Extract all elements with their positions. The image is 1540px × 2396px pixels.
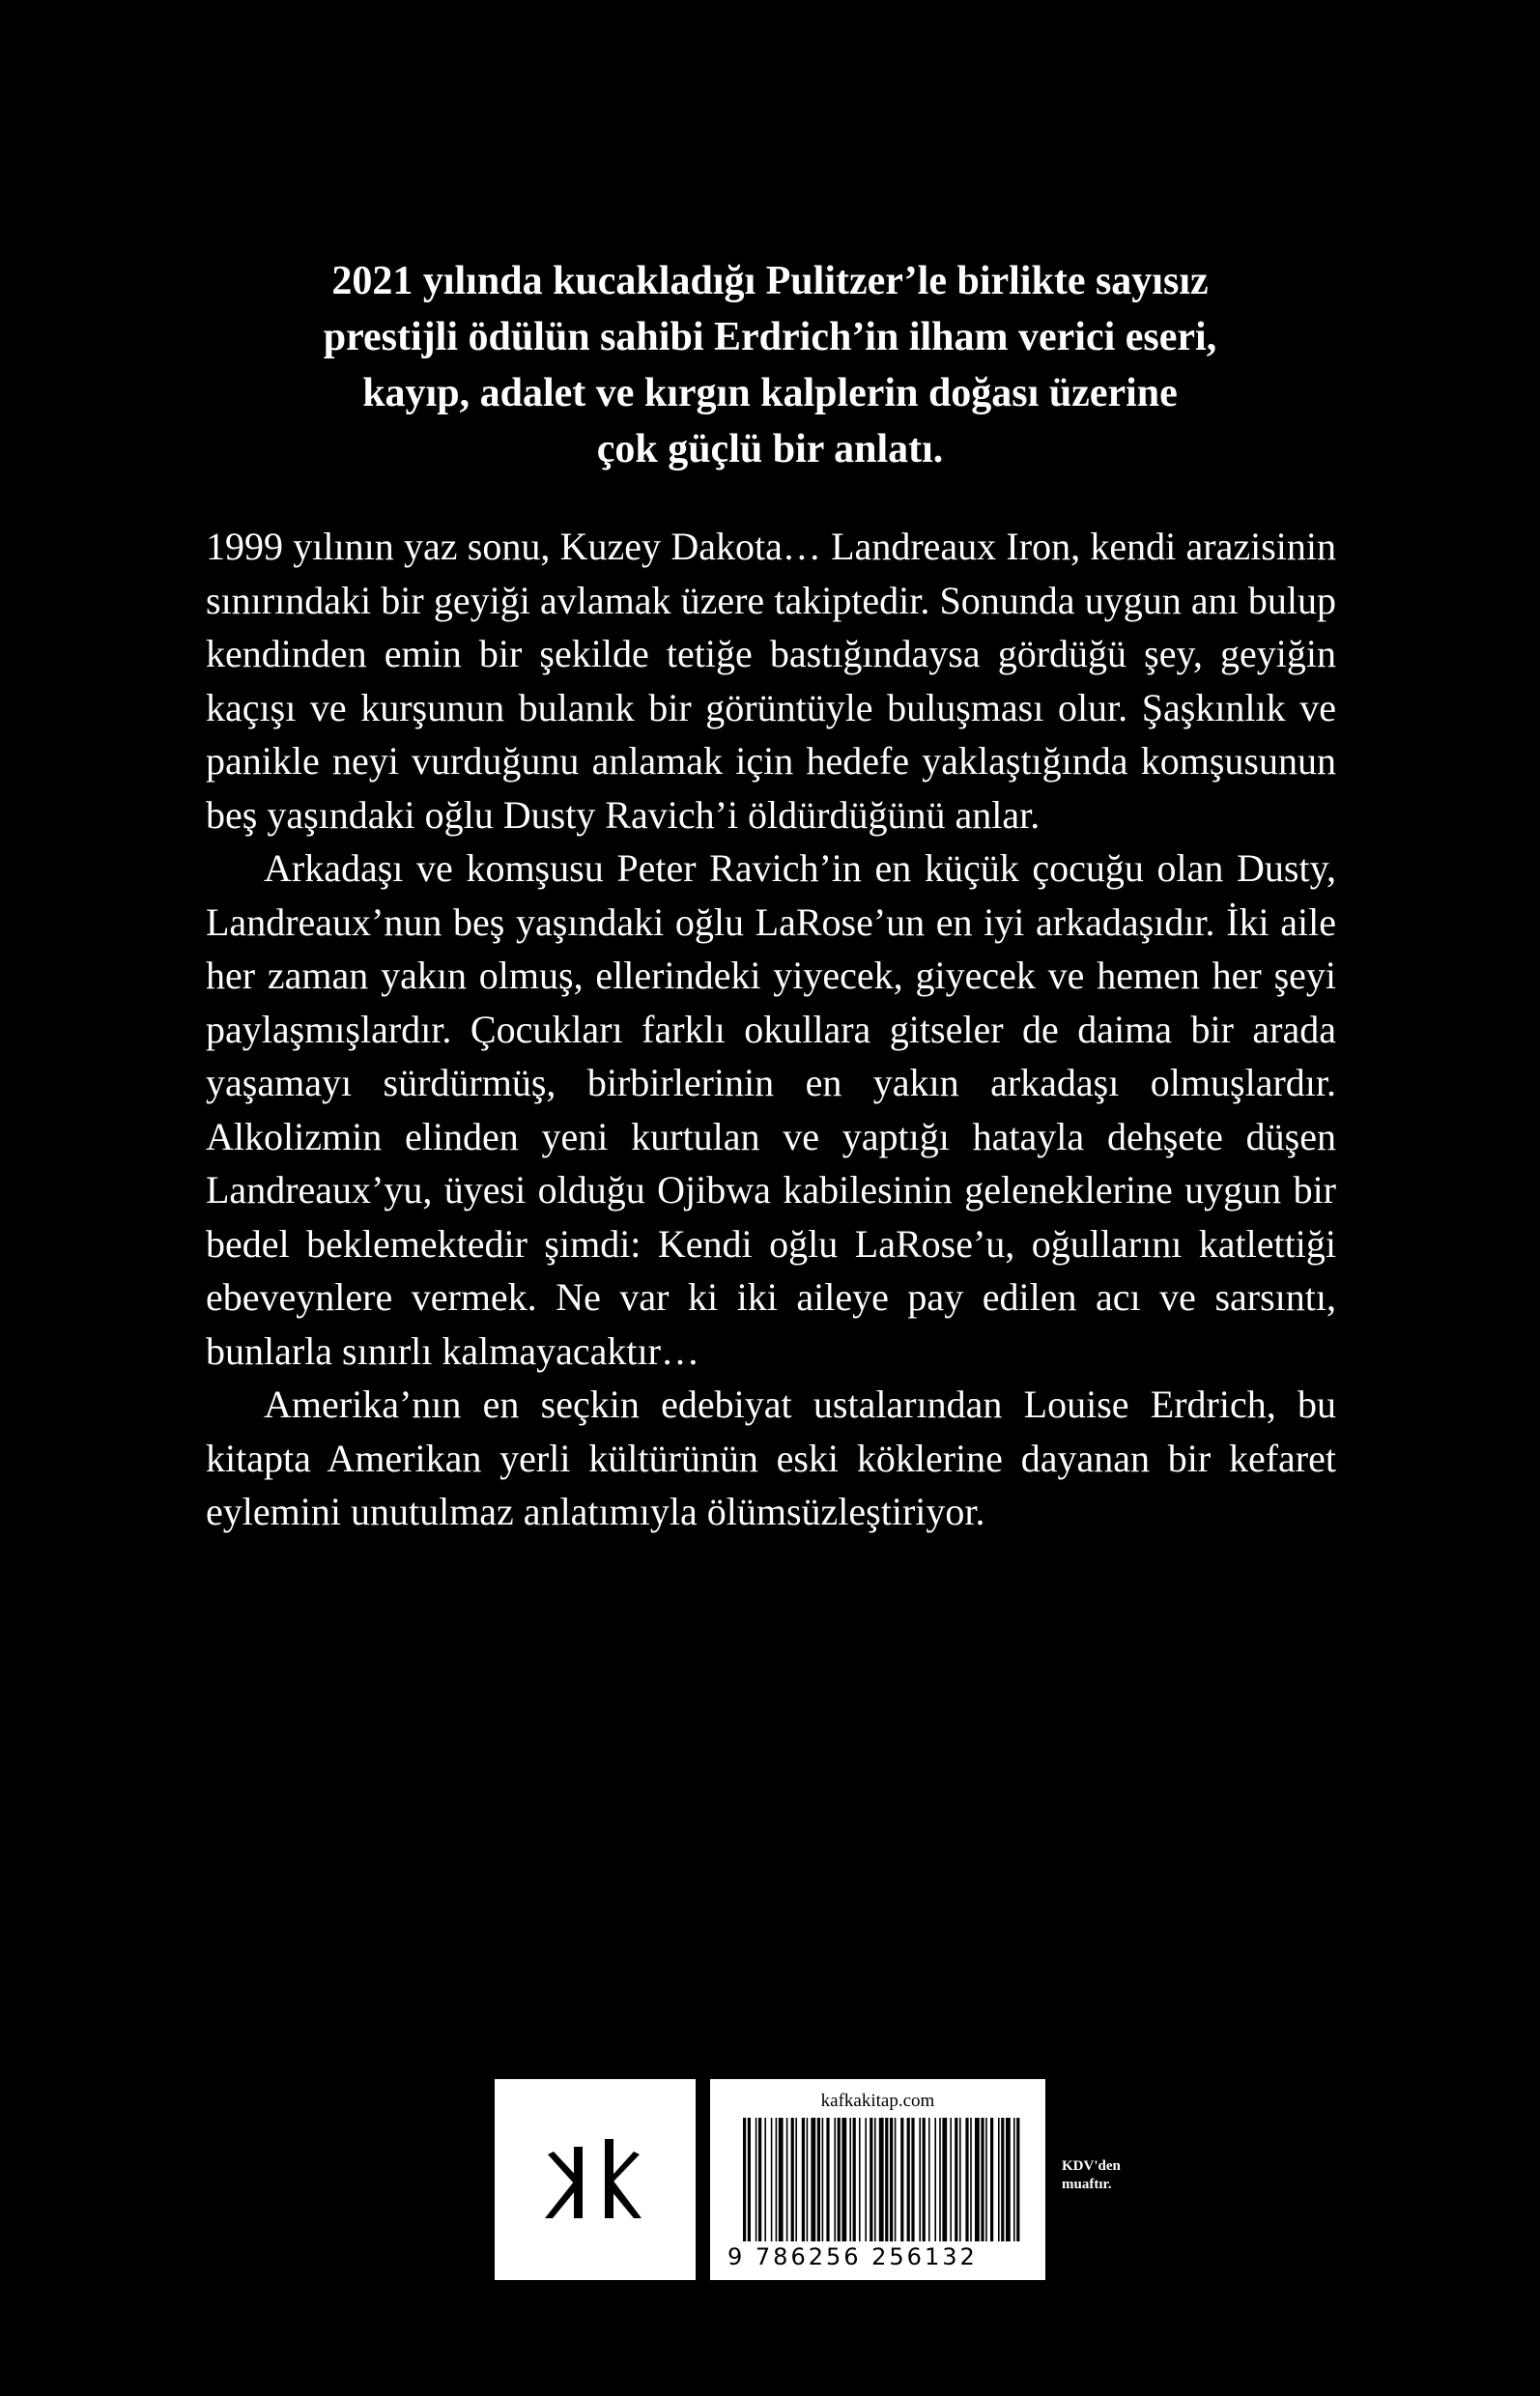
tagline-line: kayıp, adalet ve kırgın kalplerin doğası üzerine [362, 371, 1178, 415]
barcode-bar [985, 2118, 987, 2241]
barcode-bar [791, 2118, 794, 2241]
barcode-bar [807, 2118, 809, 2241]
barcode-bar [771, 2118, 773, 2241]
blurb [206, 520, 1336, 1539]
blurb-paragraph: Arkadaşı ve komşusu Peter Ravich’in en küçük çocuğu olan Dusty, Landreaux’nun beş yaşındaki oğlu LaRose’un en iyi arkadaşıdır. İki aile her zaman yakın olmuş, ellerindeki yiyecek, giyecek ve hemen her şeyi paylaşmışlardır. Çocukları farklı okullara gitseler de daima bir arada yaşamayı sürdürmüş, birbirlerinin en yakın arkadaşı olmuşlardır. Alkolizmin elinden yeni kurtulan ve yaptığı hatayla dehşete düşen Landreaux’yu, üyesi olduğu Ojibwa kabilesinin geleneklerine uygun bir bedel beklemektedir şimdi: Kendi oğlu LaRose’u, oğullarını katlettiği ebeveynlere vermek. Ne var ki iki aileye pay edilen acı ve sarsıntı, bunlarla sınırlı kalmayacaktır… [206, 846, 1336, 1373]
barcode-bar [939, 2118, 941, 2241]
barcode-bar [834, 2118, 836, 2241]
barcode-bar [895, 2118, 897, 2241]
barcode-bar [928, 2118, 930, 2241]
barcode-bar [849, 2118, 851, 2241]
barcode-bar [811, 2118, 815, 2241]
barcode-bar [1006, 2118, 1011, 2241]
blurb-paragraph: Amerika’nın en seçkin edebiyat ustalarından Louise Erdrich, bu kitapta Amerikan yerli kültürünün eski köklerine dayanan bir kefaret eylemini unutulmaz anlatımıyla ölümsüzleştiriyor. [206, 1383, 1336, 1533]
tagline-line: çok güçlü bir anlatı. [596, 427, 944, 471]
barcode-bar [870, 2118, 872, 2241]
tagline-line: prestijli ödülün sahibi Erdrich’in ilham verici eseri, [323, 315, 1217, 359]
barcode-bar [841, 2118, 846, 2241]
barcode-bar [919, 2118, 921, 2241]
barcode-bar [942, 2118, 947, 2241]
barcode-bar [981, 2118, 984, 2241]
tagline [193, 253, 1347, 477]
tax-note-line: muaftır. [1062, 2177, 1112, 2192]
isbn-number: 9 786256 256132 [727, 2243, 978, 2270]
barcode-bar [776, 2118, 778, 2241]
barcode-bar [826, 2118, 829, 2241]
barcode-bar [879, 2118, 884, 2241]
barcode-bar [795, 2118, 797, 2241]
barcode-bar [911, 2118, 914, 2241]
barcode-bar [874, 2118, 876, 2241]
kafka-kk-logo-icon [495, 2079, 696, 2280]
barcode-bar [965, 2118, 968, 2241]
barcode-bar [779, 2118, 784, 2241]
publisher-website: kafkakitap.com [820, 2091, 935, 2111]
barcode-bar [1016, 2118, 1019, 2241]
barcode-bar [748, 2118, 751, 2241]
barcode-bar [923, 2118, 926, 2241]
barcode-bar [1001, 2118, 1004, 2241]
barcode-bar [865, 2118, 867, 2241]
barcode-bar [890, 2118, 893, 2241]
barcode-bar [822, 2118, 824, 2241]
barcode-bar [786, 2118, 788, 2241]
barcode-bar [885, 2118, 888, 2241]
publisher-logo [495, 2079, 696, 2280]
barcode-bar [975, 2118, 980, 2241]
barcode-bar [959, 2118, 961, 2241]
tagline-line: 2021 yılında kucakladığı Pulitzer’le birlikte sayısız [331, 259, 1209, 303]
barcode-bar [900, 2118, 903, 2241]
barcode-bar [1013, 2118, 1015, 2241]
blurb-paragraph: 1999 yılının yaz sonu, Kuzey Dakota… Landreaux Iron, kendi arazisinin sınırındaki bir geyiği avlamak üzere takiptedir. Sonunda uygun anı bulup kendinden emin bir şekilde tetiğe bastığındaysa gördüğü şey, geyiğin kaçışı ve kurşunun bulanık bir görüntüyle buluşması olur. Şaşkınlık ve panikle neyi vurduğunu anlamak için hedefe yaklaştığında komşusunun beş yaşındaki oğlu Dusty Ravich’i öldürdüğünü anlar. [206, 525, 1336, 837]
barcode-bar [907, 2118, 910, 2241]
barcode-bar [764, 2118, 766, 2241]
barcode-panel [710, 2079, 1045, 2280]
barcode-bar [758, 2118, 761, 2241]
barcode-bar [817, 2118, 820, 2241]
tax-note-line: KDV'den [1062, 2158, 1121, 2174]
barcode-bar [990, 2118, 993, 2241]
barcode-bar [802, 2118, 805, 2241]
barcode-bar [955, 2118, 957, 2241]
barcode-bar [756, 2118, 757, 2241]
tax-exempt-note [1062, 2157, 1178, 2194]
barcode-bar [934, 2118, 936, 2241]
barcode-bar [743, 2118, 746, 2241]
barcode-bar [998, 2118, 1000, 2241]
barcode-bar [853, 2118, 856, 2241]
barcode-bar [970, 2118, 972, 2241]
barcode-bar [859, 2118, 861, 2241]
barcode-bar [838, 2118, 841, 2241]
barcode-bar [950, 2118, 952, 2241]
